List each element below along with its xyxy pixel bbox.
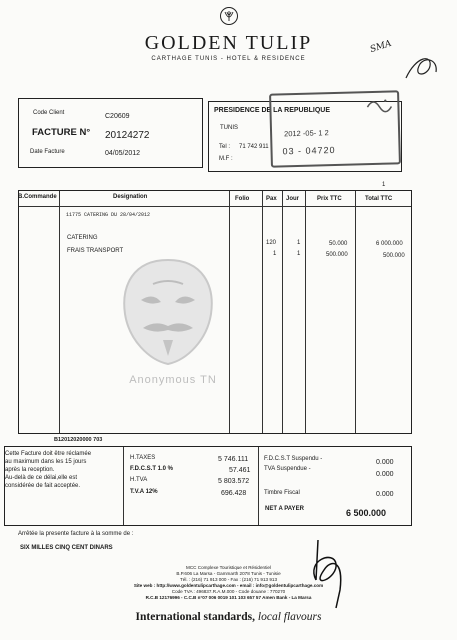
slogan	[0, 611, 457, 623]
client-tel-value: 71 742 911	[239, 144, 269, 150]
tax-label: T.V.A 12%	[130, 489, 158, 495]
invoice-info-box	[18, 98, 203, 168]
client-tel-label: Tel :	[219, 144, 231, 150]
suspended-label: F.D.C.S.T Suspendu -	[264, 456, 323, 462]
brand-subtitle: CARTHAGE TUNIS - HOTEL & RESIDENCE	[151, 56, 306, 62]
payment-terms: Cette Facture doit être réclamée au maximum dans les 15 jours après la reception. Au-delà de ce délai,elle est considérée de fait acceptée.	[5, 451, 92, 489]
row-total: 6 000.000	[376, 241, 403, 247]
invoice-label: FACTURE N°	[32, 127, 91, 138]
tax-value: 696.428	[221, 490, 247, 497]
col-header-price: Prix TTC	[317, 196, 342, 202]
row-price: 500.000	[326, 252, 348, 258]
slogan-italic: local flavours	[257, 611, 322, 623]
brand-name: GOLDEN TULIP	[144, 32, 313, 54]
row-jour: 1	[297, 240, 301, 246]
col-header-pax: Pax	[266, 196, 277, 202]
slogan-bold: International standards,	[135, 611, 256, 623]
row-designation: FRAIS TRANSPORT	[67, 248, 124, 254]
net-to-pay-label: NET A PAYER	[265, 506, 304, 512]
col-header-total: Total TTC	[365, 196, 393, 202]
col-header-designation: Designation	[113, 194, 148, 200]
stamp-date: 2012 -05- 1 2	[283, 128, 329, 139]
anonymous-mask-icon	[103, 256, 233, 368]
tax-label: F.D.C.S.T 1.0 %	[130, 466, 174, 472]
page-number: 1	[382, 182, 386, 188]
tax-value: 5 746.111	[218, 456, 249, 463]
row-total: 500.000	[383, 253, 405, 259]
suspended-value: 0.000	[376, 471, 394, 478]
row-pax: 1	[273, 251, 277, 257]
tax-label: H.TVA	[130, 477, 148, 483]
watermark-text: Anonymous TN	[129, 374, 217, 386]
suspended-label: TVA Suspendue -	[264, 466, 311, 472]
arabic-stamp-text-icon	[365, 94, 394, 115]
tax-value: 5 803.572	[218, 478, 250, 485]
row-designation: CATERING	[67, 235, 98, 241]
amount-words-intro: Arrêtée la presente facture à la somme de :	[18, 531, 134, 537]
invoice-number: 20124272	[105, 130, 150, 141]
tulip-emblem-icon	[219, 6, 239, 26]
hotel-logo	[0, 6, 457, 62]
invoice-date-value: 04/05/2012	[105, 150, 141, 157]
net-to-pay-value: 6 500.000	[346, 508, 387, 518]
invoice-date-label: Date Facture	[30, 149, 65, 155]
official-stamp	[269, 90, 401, 167]
order-reference: B12012020000 703	[54, 437, 103, 443]
handwritten-scribble-icon	[402, 52, 442, 86]
client-name: PRESIDENCE DE LA REPUBLIQUE	[214, 107, 331, 114]
row-jour: 1	[297, 251, 301, 257]
handwritten-note: SMA	[368, 38, 393, 56]
stamp-duty-value: 0.000	[376, 491, 394, 498]
row-pax: 120	[266, 240, 277, 246]
suspended-value: 0.000	[376, 459, 394, 466]
tax-label: H.TAXES	[130, 455, 156, 461]
totals-box	[4, 446, 412, 526]
stamp-duty-label: Timbre Fiscal	[264, 490, 300, 496]
col-header-jour: Jour	[286, 196, 300, 202]
hotel-footer: MCC Complexe Touristique et Résidentiel B.P.606 La Marsa - Gammarth 2078 Tunis - Tunisie Tél. : (216) 71 913 000 - Fax : (216) 71 913 913 Site web : http://www.goldentulipcarthage.com - email : info@goldentulipcarthage.com Code TVA : 496837.R.A.M.000 - Code douane : 770270 R.C.B 12176996 - C.C.B n°07 006 0019 101 103 657 57 Amen Bank - La Marsa	[133, 565, 324, 600]
client-code-label: Code Client	[33, 110, 65, 116]
client-city: TUNIS	[220, 125, 238, 131]
col-header-order: B.Commande	[18, 194, 57, 200]
client-mf-label: M.F :	[219, 156, 233, 162]
row-price: 50.000	[329, 241, 348, 247]
client-code-value: C20609	[105, 113, 130, 120]
amount-words: SIX MILLES CINQ CENT DINARS	[20, 545, 113, 551]
reference-line: 11775 CATERING DU 28/04/2012	[66, 212, 151, 218]
anonymous-watermark	[103, 256, 233, 396]
tax-value: 57.461	[229, 467, 251, 474]
col-header-folio: Folio	[235, 196, 250, 202]
stamp-number: 03 - 04720	[282, 144, 336, 157]
